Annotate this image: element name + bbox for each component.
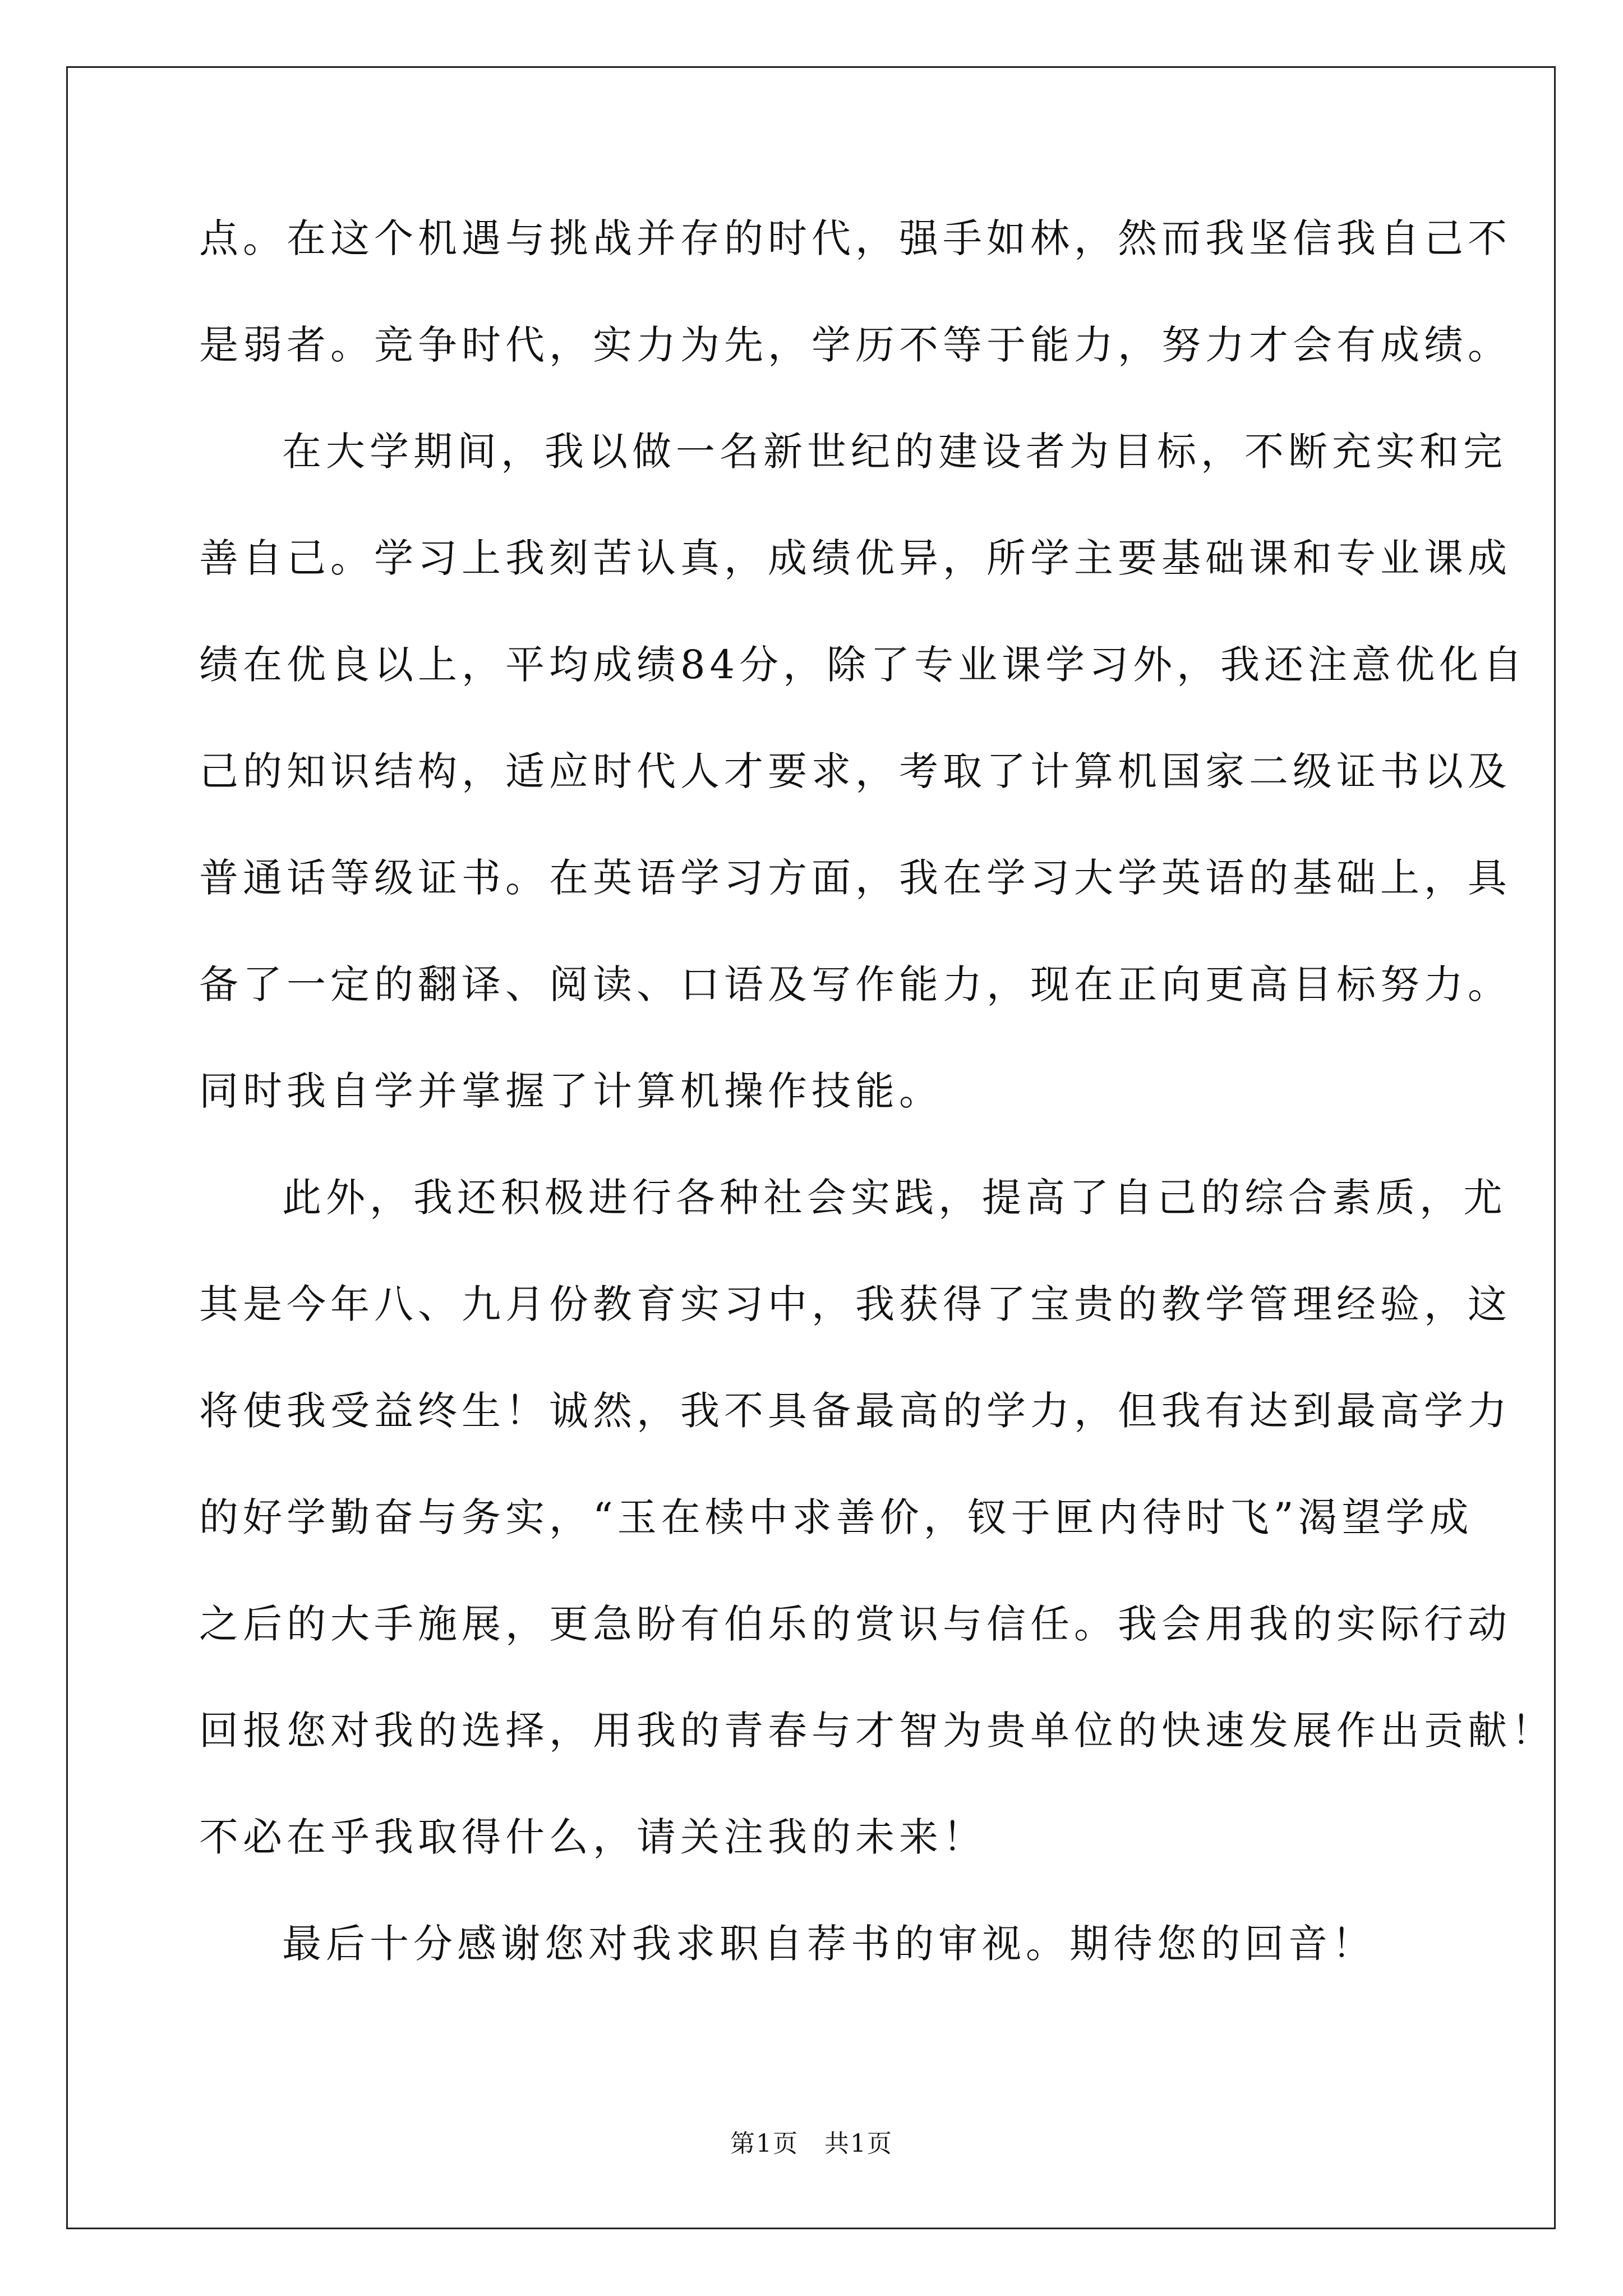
paragraph-start-line: 最后十分感谢您对我求职自荐书的审视。期待您的回音！	[282, 1921, 1376, 1967]
text-line: 将使我受益终生！诚然，我不具备最高的学力，但我有达到最高学力	[199, 1388, 1511, 1434]
paragraph-start-line: 在大学期间，我以做一名新世纪的建设者为目标，不断充实和完	[282, 429, 1507, 475]
text-line: 是弱者。竞争时代，实力为先，学历不等于能力，努力才会有成绩。	[199, 322, 1511, 368]
text-line: 回报您对我的选择，用我的青春与才智为贵单位的快速发展作出贡献！	[199, 1708, 1555, 1754]
text-line: 的好学勤奋与务实，“玉在椟中求善价，钗于匣内待时飞”渴望学成	[199, 1494, 1473, 1540]
text-line: 点。在这个机遇与挑战并存的时代，强手如林，然而我坚信我自己不	[199, 215, 1511, 261]
page-frame	[66, 66, 1556, 2229]
page-total: 共1页	[824, 2129, 893, 2158]
text-line: 绩在优良以上，平均成绩84分，除了专业课学习外，我还注意优化自	[199, 642, 1527, 688]
page-footer	[0, 2127, 1623, 2161]
page-number: 第1页	[730, 2129, 799, 2158]
text-line: 不必在乎我取得什么，请关注我的未来！	[199, 1814, 986, 1860]
text-line: 其是今年八、九月份教育实习中，我获得了宝贵的教学管理经验，这	[199, 1281, 1511, 1327]
text-line: 同时我自学并掌握了计算机操作技能。	[199, 1068, 943, 1114]
text-line: 之后的大手施展，更急盼有伯乐的赏识与信任。我会用我的实际行动	[199, 1601, 1511, 1647]
paragraph-start-line: 此外，我还积极进行各种社会实践，提高了自己的综合素质，尤	[282, 1175, 1507, 1221]
text-line: 己的知识结构，适应时代人才要求，考取了计算机国家二级证书以及	[199, 748, 1511, 794]
text-line: 备了一定的翻译、阅读、口语及写作能力，现在正向更高目标努力。	[199, 961, 1511, 1007]
text-line: 普通话等级证书。在英语学习方面，我在学习大学英语的基础上，具	[199, 855, 1511, 901]
text-line: 善自己。学习上我刻苦认真，成绩优异，所学主要基础课和专业课成	[199, 535, 1511, 581]
